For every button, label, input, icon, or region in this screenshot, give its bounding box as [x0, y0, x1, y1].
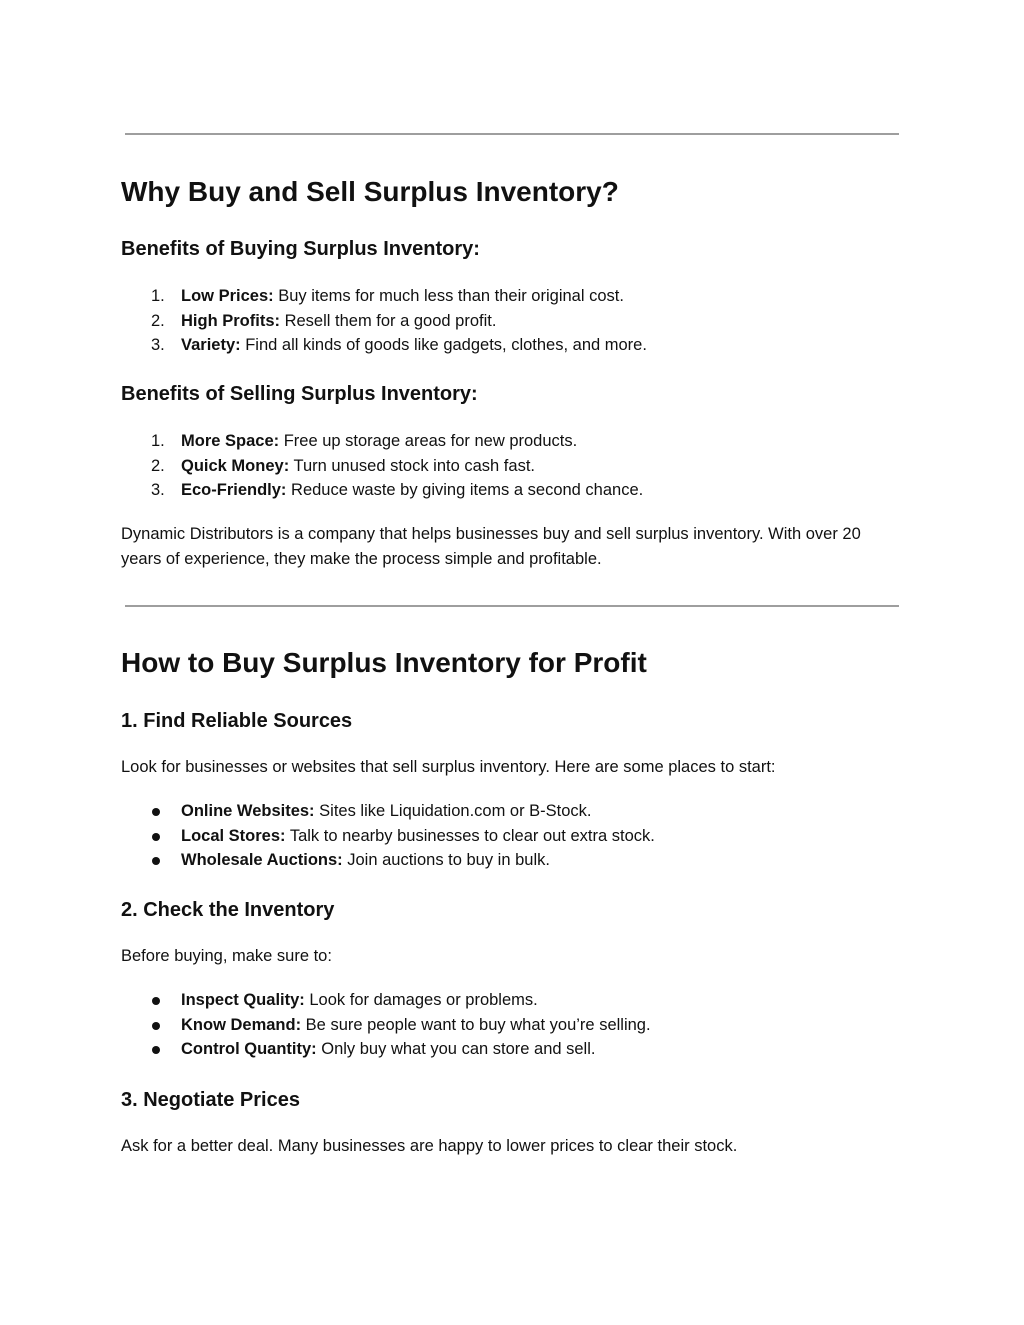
buying-benefits-heading: Benefits of Buying Surplus Inventory: [121, 238, 480, 260]
step-intro: Look for businesses or websites that sell surplus inventory. Here are some places to start: [121, 758, 776, 776]
list-item [121, 333, 647, 358]
list-item [121, 848, 655, 873]
item-text: Only buy what you can store and sell. [316, 1040, 596, 1058]
item-term: Quick Money: [181, 456, 290, 475]
buying-benefits-list [121, 284, 647, 358]
item-text: Talk to nearby businesses to clear out extra stock. [285, 826, 655, 845]
item-text: Join auctions to buy in bulk. [342, 851, 550, 869]
selling-benefits-list [121, 429, 643, 503]
bullet-icon [152, 1046, 160, 1054]
item-text: Be sure people want to buy what you’re selling. [301, 1015, 651, 1034]
list-number: 3. [151, 481, 165, 499]
item-term: Low Prices: [181, 287, 274, 305]
step-intro: Before buying, make sure to: [121, 947, 332, 965]
bullet-icon [152, 808, 160, 816]
sources-list [121, 799, 655, 873]
list-item [121, 429, 643, 454]
item-term: Control Quantity: [181, 1040, 317, 1058]
bullet-icon [152, 857, 160, 865]
list-item [121, 988, 651, 1013]
list-item [121, 454, 643, 479]
list-item [121, 824, 655, 849]
list-item [121, 478, 643, 503]
list-item [121, 1037, 651, 1062]
item-term: More Space: [181, 432, 280, 450]
item-term: Eco-Friendly: [181, 481, 287, 499]
list-item [121, 309, 647, 334]
step-heading: 2. Check the Inventory [121, 899, 335, 921]
horizontal-rule [125, 605, 899, 607]
bullet-icon [152, 1022, 160, 1030]
step-heading: 3. Negotiate Prices [121, 1089, 300, 1111]
item-term: Local Stores: [181, 826, 286, 845]
item-term: Online Websites: [181, 802, 315, 820]
list-number: 1. [151, 287, 165, 305]
horizontal-rule [125, 133, 899, 135]
item-term: Know Demand: [181, 1015, 302, 1034]
item-term: Wholesale Auctions: [181, 851, 343, 869]
list-number: 2. [151, 456, 165, 475]
list-number: 2. [151, 311, 165, 330]
item-term: Variety: [181, 336, 241, 354]
selling-benefits-heading: Benefits of Selling Surplus Inventory: [121, 383, 478, 405]
item-text: Reduce waste by giving items a second chance. [286, 481, 644, 499]
company-paragraph: Dynamic Distributors is a company that helps businesses buy and sell surplus inventory. With over 20 years of experience, they make the process simple and profitable. [121, 525, 861, 568]
item-text: Buy items for much less than their original cost. [273, 287, 624, 305]
list-number: 3. [151, 336, 165, 354]
list-number: 1. [151, 432, 165, 450]
step-heading: 1. Find Reliable Sources [121, 710, 353, 732]
section-title: How to Buy Surplus Inventory for Profit [121, 647, 647, 678]
bullet-icon [152, 833, 160, 841]
item-term: Inspect Quality: [181, 991, 305, 1009]
item-text: Look for damages or problems. [304, 991, 538, 1009]
bullet-icon [152, 997, 160, 1005]
item-text: Resell them for a good profit. [280, 311, 497, 330]
list-item [121, 284, 647, 309]
item-term: High Profits: [181, 311, 280, 330]
section-title: Why Buy and Sell Surplus Inventory? [121, 176, 619, 207]
item-text: Free up storage areas for new products. [279, 432, 578, 450]
list-item [121, 1013, 651, 1038]
step-text: Ask for a better deal. Many businesses are happy to lower prices to clear their stock. [121, 1137, 738, 1155]
item-text: Find all kinds of goods like gadgets, clothes, and more. [240, 336, 647, 354]
list-item [121, 799, 655, 824]
inventory-check-list [121, 988, 651, 1062]
item-text: Turn unused stock into cash fast. [289, 456, 535, 475]
item-text: Sites like Liquidation.com or B-Stock. [314, 802, 592, 820]
